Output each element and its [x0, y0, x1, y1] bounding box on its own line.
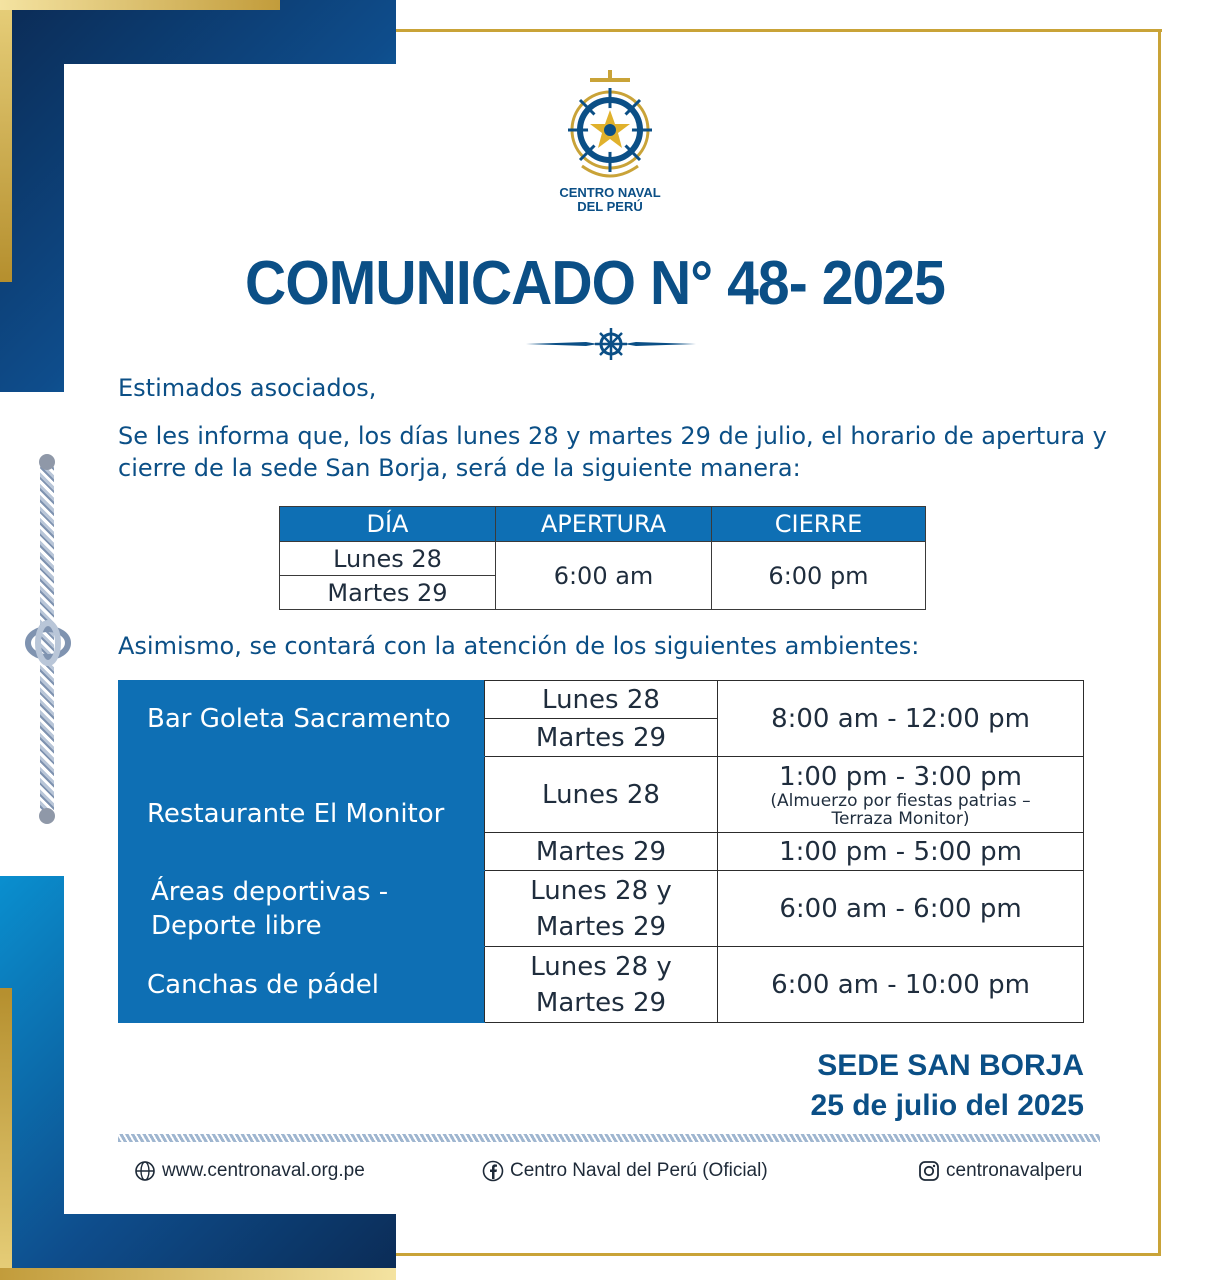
time-cell: 1:00 pm - 5:00 pm [718, 833, 1084, 871]
time-cell [718, 757, 1084, 833]
org-name-line1: CENTRO NAVAL [559, 185, 661, 200]
table-row [280, 542, 926, 576]
signature-date: 25 de julio del 2025 [810, 1089, 1084, 1122]
gold-accent-bottom-h [0, 1268, 396, 1280]
gold-accent-top-h [0, 0, 280, 10]
ambientes-table [118, 680, 1084, 1023]
facebook-icon [482, 1160, 504, 1182]
rope-divider [118, 1134, 1100, 1142]
day-cell: Lunes 28 [280, 542, 496, 576]
org-name-line2: DEL PERÚ [577, 199, 643, 214]
signature-sede: SEDE SAN BORJA [817, 1049, 1084, 1082]
gold-accent-top [0, 0, 12, 282]
schedule-table [279, 506, 926, 610]
time-note-line2: Terraza Monitor) [831, 808, 970, 829]
day-line1: Lunes 28 y [530, 875, 672, 906]
ambiente-name-line1: Áreas deportivas - [151, 876, 389, 907]
time-cell: 8:00 am - 12:00 pm [718, 681, 1084, 757]
footer-web-text: www.centronaval.org.pe [162, 1160, 365, 1181]
table-row [119, 681, 1084, 719]
time-value: 1:00 pm - 3:00 pm [779, 761, 1022, 792]
schedule-header-row [280, 507, 926, 542]
footer-instagram-link[interactable] [918, 1160, 1082, 1182]
day-line1: Lunes 28 y [530, 951, 672, 982]
day-line2: Martes 29 [535, 911, 667, 942]
org-name [520, 186, 700, 214]
day-cell: Martes 29 [485, 719, 718, 757]
asimismo-paragraph: Asimismo, se contará con la atención de los siguientes ambientes: [118, 632, 920, 660]
centro-naval-logo-icon [560, 66, 660, 186]
signature [700, 1046, 1084, 1126]
ambiente-name [119, 871, 485, 947]
footer-web-link[interactable] [134, 1160, 365, 1182]
greeting: Estimados asociados, [118, 374, 377, 402]
footer-instagram-text: centronavalperu [946, 1160, 1083, 1181]
day-cell: Martes 29 [485, 833, 718, 871]
footer-facebook-link[interactable] [482, 1160, 768, 1182]
time-note-line1: (Almuerzo por fiestas patrias – [770, 790, 1031, 811]
table-row [119, 757, 1084, 833]
ambiente-name: Bar Goleta Sacramento [119, 681, 485, 757]
gold-frame-top [396, 29, 1162, 32]
globe-icon [134, 1160, 156, 1182]
header-cierre: CIERRE [712, 507, 926, 542]
day-cell [485, 871, 718, 947]
table-row [119, 947, 1084, 1023]
ambiente-name-line2: Deporte libre [151, 910, 322, 941]
day-cell [485, 947, 718, 1023]
footer-facebook-text: Centro Naval del Perú (Oficial) [510, 1160, 768, 1181]
ambiente-name: Canchas de pádel [119, 947, 485, 1023]
gold-accent-bottom [0, 988, 12, 1280]
day-cell: Lunes 28 [485, 757, 718, 833]
page-title: COMUNICADO N° 48- 2025 [245, 249, 945, 318]
table-row [119, 871, 1084, 947]
day-cell: Lunes 28 [485, 681, 718, 719]
instagram-icon [918, 1160, 940, 1182]
apertura-cell: 6:00 am [496, 542, 712, 610]
intro-paragraph: Se les informa que, los días lunes 28 y martes 29 de julio, el horario de apertura y cierre de la sede San Borja, será de la siguiente manera: [118, 422, 1107, 482]
day-line2: Martes 29 [535, 987, 667, 1018]
rope-end-top [39, 454, 55, 470]
time-cell: 6:00 am - 6:00 pm [718, 871, 1084, 947]
rope-knot-icon [20, 616, 76, 670]
header-dia: DÍA [280, 507, 496, 542]
corner-band-top-inner [64, 64, 396, 392]
ambiente-name: Restaurante El Monitor [119, 757, 485, 871]
time-cell: 6:00 am - 10:00 pm [718, 947, 1084, 1023]
cierre-cell: 6:00 pm [712, 542, 926, 610]
header-apertura: APERTURA [496, 507, 712, 542]
day-cell: Martes 29 [280, 576, 496, 610]
rope-end-bottom [39, 808, 55, 824]
ship-wheel-divider-icon [526, 326, 696, 362]
